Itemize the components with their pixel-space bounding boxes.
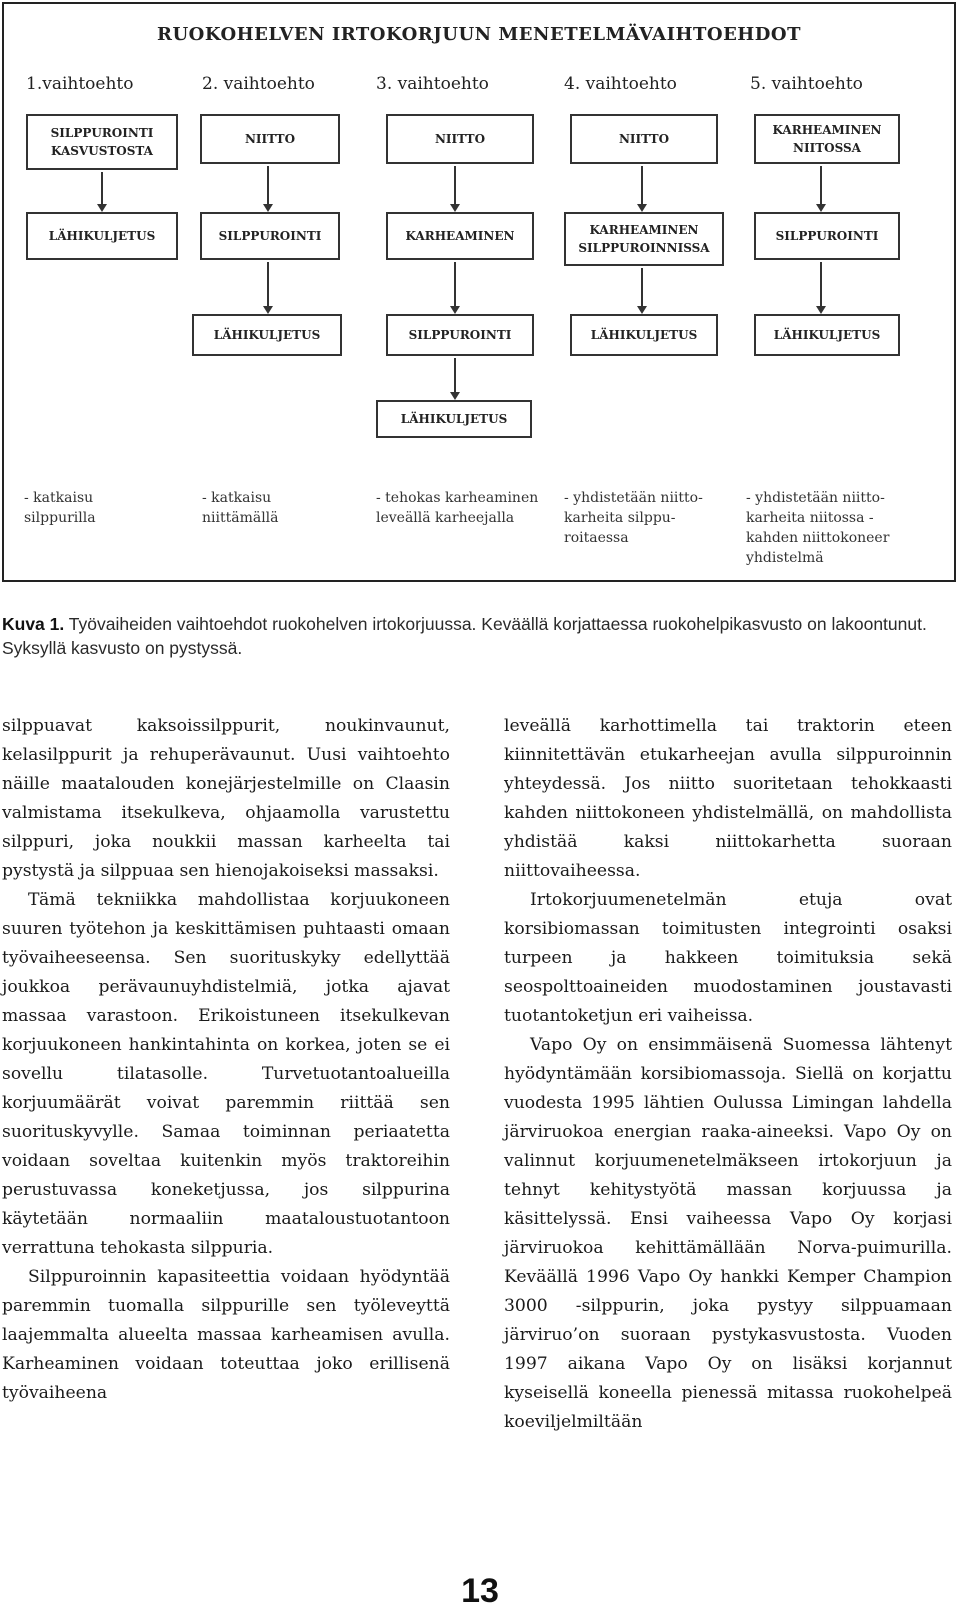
method-note: - katkaisu niittämällä xyxy=(202,490,279,526)
column-heading-4: 4. vaihtoehto xyxy=(564,74,677,94)
caption-text: Työvaiheiden vaihtoehdot ruokohelven irtokorjuussa. Keväällä korjattaessa ruokohelpikasvusto on lakoontunut. Syksyllä kasvusto on pystyssä. xyxy=(2,614,927,658)
step-box: KARHEAMINEN xyxy=(386,212,534,260)
step-box: LÄHIKULJETUS xyxy=(754,314,900,356)
step-box: LÄHIKULJETUS xyxy=(376,400,532,438)
step-box: LÄHIKULJETUS xyxy=(570,314,718,356)
arrow-down-icon xyxy=(263,166,273,212)
arrow-down-icon xyxy=(263,262,273,314)
method-note: - katkaisu silppurilla xyxy=(24,490,96,526)
body-column-left xyxy=(2,712,450,1408)
step-box: NIITTO xyxy=(570,114,718,164)
arrow-down-icon xyxy=(637,268,647,314)
figure-title: RUOKOHELVEN IRTOKORJUUN MENETELMÄVAIHTOEHDOT xyxy=(156,24,801,45)
arrow-down-icon xyxy=(97,172,107,212)
step-box: SILPPUROINTI xyxy=(200,212,340,260)
arrow-down-icon xyxy=(450,262,460,314)
step-box: SILPPUROINTI xyxy=(386,314,534,356)
page-number: 13 xyxy=(461,1572,499,1610)
paragraph: Irtokorjuumenetelmän etuja ovat korsibiomassan toimitusten integrointi osaksi turpeen ja hakkeen toimituksia sekä seospolttoaineiden muodostaminen joustavasti tuotantoketjun eri vaiheissa. xyxy=(504,890,952,1026)
step-box: KARHEAMINEN NIITOSSA xyxy=(754,114,900,164)
caption-label: Kuva 1. xyxy=(2,614,65,634)
column-heading-1: 1.vaihtoehto xyxy=(26,74,134,94)
column-heading-2: 2. vaihtoehto xyxy=(202,74,315,94)
method-note: - yhdistetään niitto-karheita silppu-roitaessa xyxy=(564,490,703,546)
paragraph: Tämä tekniikka mahdollistaa korjuukoneen suuren työtehon ja keskittämisen puhtaasti omaan työvaiheeseensa. Sen suorituskyky edellyttää joukkoa perävaunuyhdistelmiä, jotka ajavat massaa varastoon. Erikoistuneen itsekulkevan korjuukoneen hankintahinta on korkea, joten se ei sovellu tilatasolle. Turvetuotantoalueilla korjuumäärät voivat paremmin riittää sen suorituskyvylle. Samaa toiminnan periaatetta voidaan soveltaa kuitenkin myös traktoreihin perustuvassa koneketjussa, jos silppurina käytetään normaaliin maataloustuotantoon verrattuna tehokasta silppuria. xyxy=(2,890,450,1258)
method-note: - tehokas karheaminen leveällä karheejalla xyxy=(376,490,539,526)
step-box: KARHEAMINEN SILPPUROINNISSA xyxy=(564,212,724,266)
figure-caption xyxy=(2,612,958,660)
arrow-down-icon xyxy=(816,262,826,314)
paragraph: silppuavat kaksoissilppurit, noukinvaunut, kelasilppurit ja rehuperävaunut. Uusi vaihtoehto näille maatalouden konejärjestelmille on Claasin valmistama itsekulkeva, ohjaamolla varustettu silppuri, joka noukkii massan karheelta tai pystystä ja silppuaa sen hienojakoiseksi massaksi. xyxy=(2,716,450,881)
method-note: - yhdistetään niitto-karheita niitossa - kahden niittokoneer yhdistelmä xyxy=(746,490,890,566)
column-heading-3: 3. vaihtoehto xyxy=(376,74,489,94)
step-box: LÄHIKULJETUS xyxy=(26,212,178,260)
step-box: SILPPUROINTI KASVUSTOSTA xyxy=(26,114,178,170)
flowchart-figure xyxy=(2,2,956,582)
step-box: SILPPUROINTI xyxy=(754,212,900,260)
paragraph: Silppuroinnin kapasiteettia voidaan hyödyntää paremmin tuomalla silppurille sen työleveyttä laajemmalta alueelta massaa karheamisen avulla. Karheaminen voidaan toteuttaa joko erillisenä työvaiheena xyxy=(2,1267,450,1403)
arrow-down-icon xyxy=(450,358,460,400)
step-box: NIITTO xyxy=(386,114,534,164)
step-box: LÄHIKULJETUS xyxy=(192,314,342,356)
paragraph: leveällä karhottimella tai traktorin eteen kiinnitettävän etukarheejan avulla silppuroinnin yhteydessä. Jos niitto suoritetaan tehokkaasti kahden niittokoneen yhdistelmällä, on mahdollista yhdistää kaksi niittokarhetta suoraan niittovaiheessa. xyxy=(504,716,952,881)
paragraph: Vapo Oy on ensimmäisenä Suomessa lähtenyt hyödyntämään korsibiomassoja. Siellä on korjattu vuodesta 1995 lähtien Oulussa Limingan lahdella järviruokoa energian raaka-aineeksi. Vapo Oy on valinnut korjuumenetelmäkseen irtokorjuun ja tehnyt kehitystyötä massan korjuussa ja käsittelyssä. Ensi vaiheessa Vapo Oy korjasi järviruokoa kehittämällään Norva-puimurilla. Keväällä 1996 Vapo Oy hankki Kemper Champion 3000 -silppurin, joka pystyy silppuamaan järviruo’on suoraan pystykasvustosta. Vuoden 1997 aikana Vapo Oy on lisäksi korjannut kyseisellä koneella pienessä mitassa ruokohelpeä koeviljelmiltään xyxy=(504,1035,952,1432)
step-box: NIITTO xyxy=(200,114,340,164)
arrow-down-icon xyxy=(816,166,826,212)
arrow-down-icon xyxy=(450,166,460,212)
arrow-down-icon xyxy=(637,166,647,212)
column-heading-5: 5. vaihtoehto xyxy=(750,74,863,94)
body-column-right xyxy=(504,712,952,1437)
